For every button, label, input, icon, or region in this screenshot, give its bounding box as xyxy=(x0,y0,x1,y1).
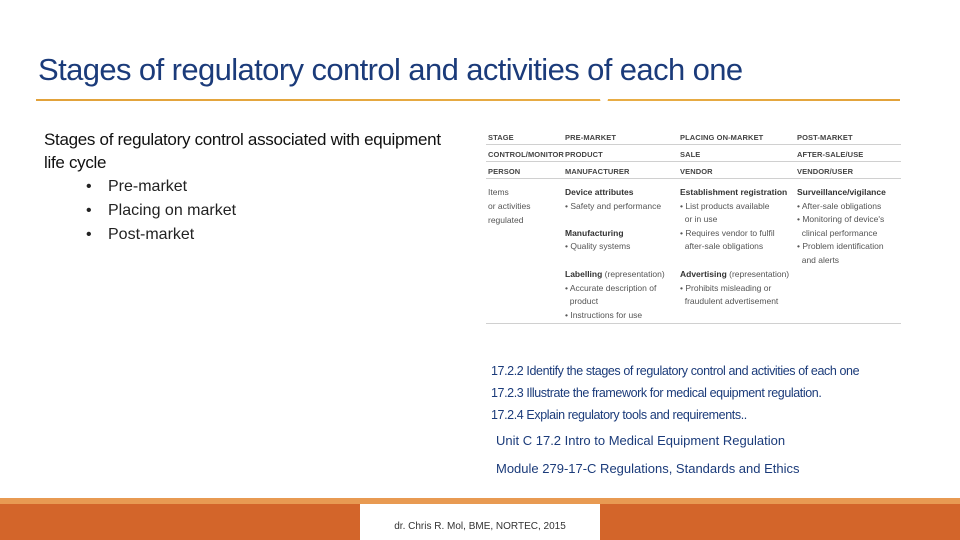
header-sale: SALE xyxy=(680,150,701,159)
regulatory-stages-table xyxy=(486,130,901,324)
header-pre-market: PRE-MARKET xyxy=(565,133,616,142)
intro-text: Stages of regulatory control associated with equipment life cycle xyxy=(44,130,441,172)
stage-label: Placing on market xyxy=(108,202,237,219)
stage-label: Post-market xyxy=(108,226,195,243)
list-item: • After-sale obligations xyxy=(797,201,882,211)
objective-17-2-3: 17.2.3 Illustrate the framework for medical equipment regulation. xyxy=(491,386,822,400)
row-label: or activities xyxy=(488,201,531,211)
list-item: • Quality systems xyxy=(565,241,631,251)
title-underline xyxy=(36,99,900,101)
stage-label: Pre-market xyxy=(108,178,188,195)
row-label: Items xyxy=(488,187,509,197)
header-control-monitor: CONTROL/MONITOR xyxy=(488,150,564,159)
category-suffix: (representation) xyxy=(602,269,665,279)
category-establishment-registration: Establishment registration xyxy=(680,187,788,197)
header-stage: STAGE xyxy=(488,133,514,142)
bullet-icon: • xyxy=(86,202,92,219)
header-post-market: POST-MARKET xyxy=(797,133,853,142)
header-person: PERSON xyxy=(488,167,521,176)
category-manufacturing: Manufacturing xyxy=(565,228,624,238)
bullet-icon: • xyxy=(86,226,92,243)
footer-bar xyxy=(0,498,960,540)
left-content xyxy=(44,128,444,247)
category-device-attributes: Device attributes xyxy=(565,187,634,197)
list-item: • Requires vendor to fulfil xyxy=(680,228,775,238)
footer-credit: dr. Chris R. Mol, BME, NORTEC, 2015 xyxy=(394,521,566,532)
category-title: Labelling xyxy=(565,269,603,279)
category-surveillance-vigilance: Surveillance/vigilance xyxy=(797,187,886,197)
header-product: PRODUCT xyxy=(565,150,603,159)
stage-item-placing-on-market xyxy=(44,199,444,223)
category-advertising xyxy=(680,268,789,280)
list-item: • Accurate description of xyxy=(565,283,657,293)
category-title: Advertising xyxy=(680,269,727,279)
objective-17-2-2: 17.2.2 Identify the stages of regulatory control and activities of each one xyxy=(491,364,860,378)
title-underline-gap xyxy=(600,95,608,103)
slide-title: Stages of regulatory control and activities of each one xyxy=(38,52,743,87)
list-item: • Problem identification xyxy=(797,241,884,251)
category-labelling xyxy=(565,268,665,280)
category-suffix: (representation) xyxy=(726,269,790,279)
stage-item-post-market xyxy=(44,223,444,247)
list-item: • Monitoring of device's xyxy=(797,214,885,224)
list-item: • Instructions for use xyxy=(565,310,643,320)
list-item: fraudulent advertisement xyxy=(680,296,779,306)
list-item: • Prohibits misleading or xyxy=(680,283,772,293)
list-item: clinical performance xyxy=(797,228,878,238)
learning-objectives xyxy=(491,360,951,426)
stage-item-pre-market xyxy=(44,175,444,199)
stage-list xyxy=(44,175,444,247)
unit-label: Unit C 17.2 Intro to Medical Equipment Regulation xyxy=(496,433,786,448)
objective-17-2-4: 17.2.4 Explain regulatory tools and requirements.. xyxy=(491,408,747,422)
table-rule xyxy=(486,144,901,145)
header-manufacturer: MANUFACTURER xyxy=(565,167,630,176)
row-label: regulated xyxy=(488,215,524,225)
header-placing-on-market: PLACING ON-MARKET xyxy=(680,133,764,142)
list-item: or in use xyxy=(680,214,718,224)
header-after-sale-use: AFTER-SALE/USE xyxy=(797,150,864,159)
header-vendor: VENDOR xyxy=(680,167,713,176)
list-item: after-sale obligations xyxy=(680,241,764,251)
bullet-icon: • xyxy=(86,178,92,195)
list-item: product xyxy=(565,296,599,306)
table-rule xyxy=(486,178,901,179)
list-item: • Safety and performance xyxy=(565,201,662,211)
footer-credit-panel xyxy=(360,504,600,540)
table-rule xyxy=(486,161,901,162)
module-label: Module 279-17-C Regulations, Standards and Ethics xyxy=(496,461,800,476)
list-item: • List products available xyxy=(680,201,770,211)
list-item: and alerts xyxy=(797,255,840,265)
table-rule xyxy=(486,323,901,324)
header-vendor-user: VENDOR/USER xyxy=(797,167,854,176)
